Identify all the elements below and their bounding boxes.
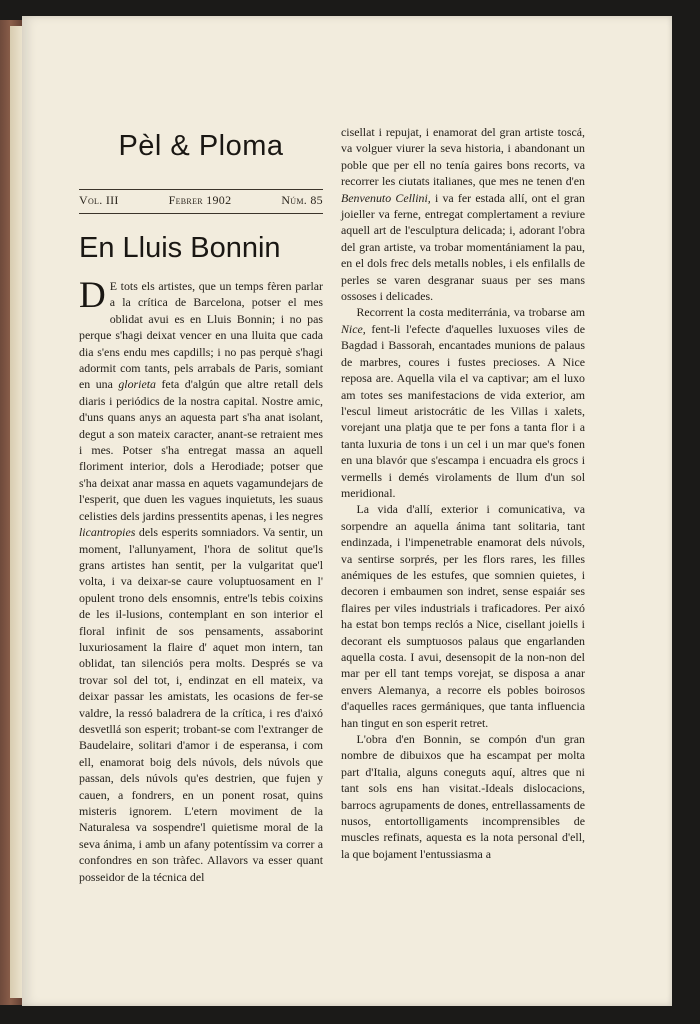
article-title: En Lluis Bonnin: [79, 232, 281, 264]
text-run: fent-li l'efecte d'aquelles luxuoses viles de Bagdad i Bassorah, encantades munions de palaus de marbres, coures i fustes precioses. A Nice reposa are. Aquella vila el va captivar; am el luxo am totes ses manifestacions de vida exterior, am l'escul limeut aristocrátic de les Villas i xalets, vorejant una platja que te per fons a tanta flor i a tanta luxuria de tons i un cel i un mar que's fonen en una blavór que s'escampa i encuadra els grocs i vermells i demés virolaments de llum d'un sol meridional.: [341, 321, 585, 500]
date-label: Febrer 1902: [168, 193, 232, 207]
masthead-rule-top: [79, 189, 323, 190]
text-run: Recorrent la costa mediterránia, va trobarse am: [356, 305, 585, 320]
italic-term: Benvenuto Cellini,: [341, 190, 431, 205]
italic-term: licantropies: [79, 525, 136, 540]
drop-cap: D: [79, 275, 106, 316]
journal-masthead: Pèl & Ploma: [118, 130, 284, 162]
paragraph: [341, 304, 585, 501]
italic-term: glorieta: [118, 377, 156, 392]
number-label: Núm. 85: [281, 193, 323, 207]
text-run: i va fer estada allí, ont el gran joieller va ferne, entregat complertament a reviure aquell art de l'esculptura delicada; i, adorant l'obra del gran artiste, va trobar momentániament la pau, en el dols frec dels metalls nobles, i els enfilalls de perles se varen desgranar suaus per ses mans ossoses i delicades.: [341, 190, 586, 304]
italic-term: Nice,: [341, 321, 366, 336]
paragraph: La vida d'allí, exterior i comunicativa, va sorpendre an aquella ánima tant solitaria, tant endinzada, i l'impenetrable enamorat dels núvols, va sentirse sorprés, per les flors rares, les filles anémiques de les estufes, que somnien quietes, i decoren i embaumen son indret, sense espaiár ses flaires per viles industrials i traficadores. Per aixó ha estat bon temps reclós a Nice, cisellant joiells i decorant els sumptuosos palaus que engarlanden aquella costa. I avui, desensopit de la non-non del mar per ell tant temps vorejat, se disposa a anar envers Alemanya, a recorre els pobles boirosos d'aquelles races germániques, que tanta influencia han tingut en son esperit retret.: [341, 502, 585, 730]
paragraph: [79, 275, 324, 885]
masthead-rule-bottom: [79, 213, 323, 214]
text-run: dels esperits somniadors. Va sentir, un moment, l'allunyament, l'hora de solitut que'ls grans artistes han sentit, per la vulgaritat que'l volta, i va deixar-se caure voluptuosament en l' opulent trono dels ensomnis, entre'ls tebis coixins de les il-lusions, contemplant en son interior el floral infinit de sos pensaments, assaborint luxuriosament la flaire d' aquet mon intern, tan oblidat, tan silenciós pera molts. Després se va trovar sol del tot, i, endinzat en ell mateix, va deixar passar les amistats, les ocasions de fer-se valdre, la ressó baladrera de la crítica, i res d'aixó desvetllá son esperit; trobant-se com l'extranger de Baudelaire, solitari d'amor i de esperansa, i com ell, enamorat boig dels núvols, dels núvols que passan, dels núvols qu'es destrien, que fujen y cauen, a fondrers, en un ponent rosat, quins misteris ignorem. L'etern moviment de la Naturalesa va sospendre'l quietisme moral de la seva ánima, i amb un afany potentíssim va correr a confondres en son tràfec. Allavors va esser quant posseidor de la técnica del: [79, 525, 323, 884]
volume-label: Vol. III: [79, 193, 119, 207]
text-run: E tots els artistes, que un temps fèren parlar a la crítica de Barcelona, potser el mes oblidat avui es en Lluis Bonnin; i no pas perque s'hagi deixat vencer en una lluita que cada dia s'ens endu mes capdills; i no pas perquè s'hagi adormit com tants, pels arrabals de Paris, somiant en una: [79, 279, 323, 392]
text-run: cisellat i repujat, i enamorat del gran artiste toscá, va volguer viurer la seva historia, i abandonant un poble que per ell no tenía gaires bons recorts, va recorrer les ciutats italianes, que mes ne tenen d'en: [341, 125, 585, 189]
paragraph: L'obra d'en Bonnin, se compón d'un gran nombre de dibuixos que ha escampat per molta part d'Italia, alguns coneguts aquí, altres que ni tant sols ens han visitat.-Ideals dislocacions, barrocs agrupaments de dones, entrellassaments de nusos, entortolligaments incomprensibles de muscles refinats, aquesta es la nota personal d'ell, la que bojament l'entussiasma a: [341, 732, 585, 861]
paragraph: [341, 124, 585, 304]
magazine-page: [22, 16, 672, 1006]
right-column: [341, 124, 585, 862]
text-run: feta d'algún que altre retall dels diaris i periódics de la nostra capital. Nostre amic, d'uns quans anys an aquesta part s'ha anat isolant, degut a son mateix caracter, anant-se retraient mes i mes. Potser s'ha entregat massa an aquell floriment interior, dols a Herodiade; potser que s'ha deixat anar massa en aquets vagamundejars de l'esperit, que duen les vagues inquietuts, les suaus celisties dels jardins pressentits apenas, i les negres: [79, 377, 324, 523]
issue-line: [79, 193, 323, 208]
left-column: [79, 275, 324, 885]
